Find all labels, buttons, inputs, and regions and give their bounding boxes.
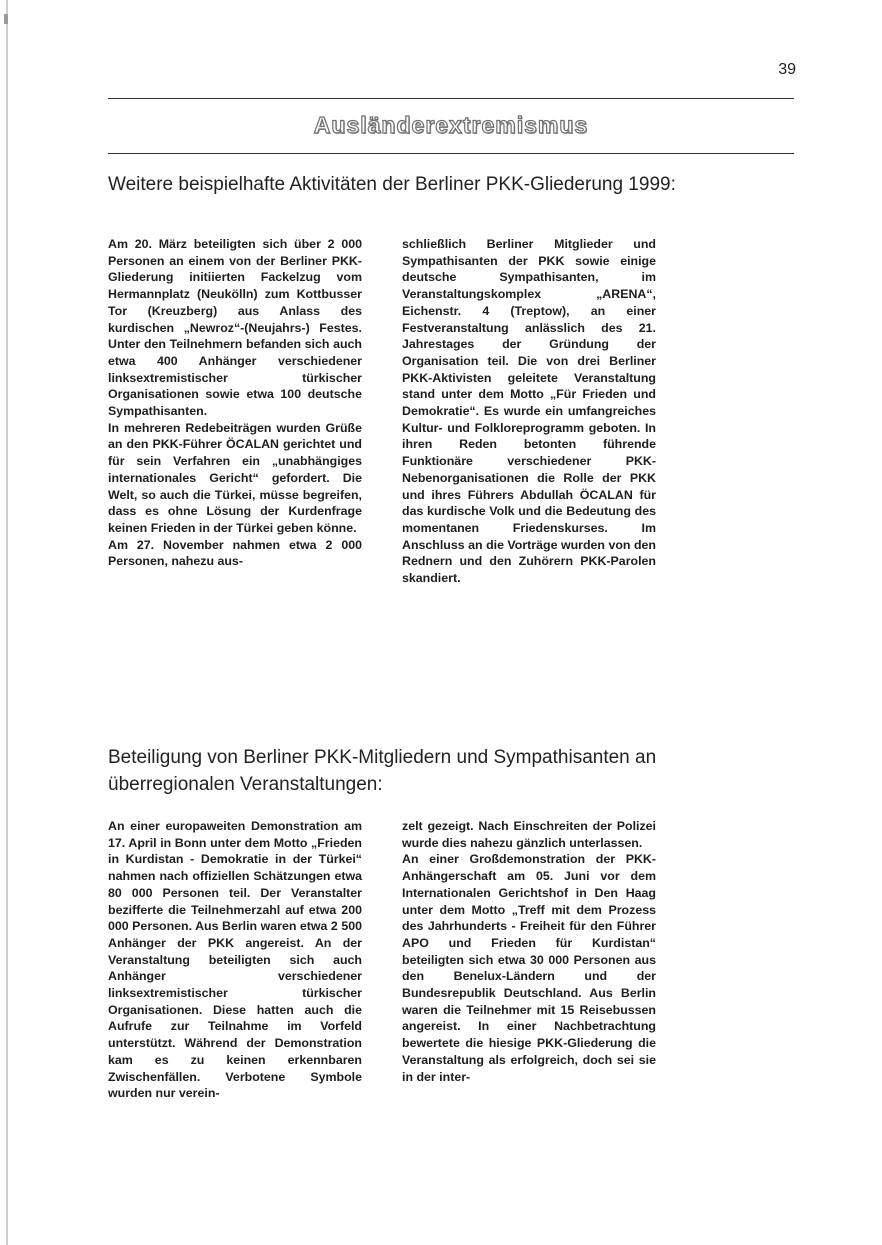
header-rule-top [108, 98, 794, 99]
paragraph: schließlich Berliner Mitglieder und Sympathisanten der PKK sowie einige deutsche Sympathisanten, im Veranstaltungskomplex „ARENA“, Eichenstr. 4 (Treptow), an einer Festveranstaltung anlässlich des 21. Jahrestages der Gründung der Organisation teil. Die von drei Berliner PKK-Aktivisten geleitete Veranstaltung stand unter dem Motto „Für Frieden und Demokratie“. Es wurde ein umfangreiches Kultur- und Folkloreprogramm geboten. In ihren Reden betonten führende Funktionäre verschiedener PKK-Nebenorganisationen die Rolle der PKK und ihres Führers Abdullah ÖCALAN für das kurdische Volk und die Bedeutung des momentanen Friedenskurses. Im Anschluss an die Vorträge wurden von den Rednern und den Zuhörern PKK-Parolen skandiert. [402, 237, 656, 586]
page-number: 39 [778, 61, 796, 78]
section-heading-berlin-activities: Weitere beispielhafte Aktivitäten der Berliner PKK-Gliederung 1999: [108, 174, 676, 195]
text-column-right-2 [402, 818, 656, 1085]
section-title: Ausländerextremismus [313, 112, 589, 138]
paragraph: In mehreren Redebeiträgen wurden Grüße an den PKK-Führer ÖCALAN gerichtet und für sein Verfahren ein „unabhängiges internationales Gericht“ gefordert. Die Welt, so auch die Türkei, müsse begreifen, dass es ohne Lösung der Kurdenfrage keinen Frieden in der Türkei geben könne. [108, 420, 362, 535]
text-column-right-1 [402, 236, 656, 587]
text-column-left-1 [108, 236, 362, 570]
header-rule-bottom [108, 153, 794, 154]
section-heading-supraregional-events: Beteiligung von Berliner PKK-Mitgliedern und Sympathisanten an überregionalen Veranstaltungen: [108, 747, 657, 795]
scan-mark [4, 14, 8, 24]
paragraph: An einer Großdemonstration der PKK-Anhängerschaft am 05. Juni vor dem Internationalen Gerichtshof in Den Haag unter dem Motto „Treff mit dem Prozess des Jahrhunderts - Freiheit für den Führer APO und Frieden für Kurdistan“ beteiligten sich etwa 30 000 Personen aus den Benelux-Ländern und der Bundesrepublik Deutschland. Aus Berlin waren die Teilnehmer mit 15 Reisebussen angereist. In einer Nachbetrachtung bewertete die hiesige PKK-Gliederung die Veranstaltung als erfolgreich, doch sei sie in der inter- [402, 852, 656, 1084]
paragraph: An einer europaweiten Demonstration am 17. April in Bonn unter dem Motto „Frieden in Kurdistan - Demokratie in der Türkei“ nahmen nach offiziellen Schätzungen etwa 80 000 Personen teil. Der Veranstalter bezifferte die Teilnehmerzahl auf etwa 200 000 Personen. Aus Berlin waren etwa 2 500 Anhänger der PKK angereist. An der Veranstaltung beteiligten sich auch Anhänger verschiedener linksextremistischer türkischer Organisationen. Diese hatten auch die Aufrufe zur Teilnahme im Vorfeld unterstützt. Während der Demonstration kam es zu keinen erkennbaren Zwischenfällen. Verbotene Symbole wurden nur verein- [108, 819, 362, 1101]
text-column-left-2 [108, 818, 362, 1102]
scan-edge [6, 0, 8, 1245]
paragraph: Am 27. November nahmen etwa 2 000 Personen, nahezu aus- [108, 537, 362, 569]
paragraph: zelt gezeigt. Nach Einschreiten der Polizei wurde dies nahezu gänzlich unterlassen. [402, 819, 656, 850]
paragraph: Am 20. März beteiligten sich über 2 000 Personen an einem von der Berliner PKK-Gliederung initiierten Fackelzug vom Hermannplatz (Neukölln) zum Kottbusser Tor (Kreuzberg) aus Anlass des kurdischen „Newroz“-(Neujahrs-) Festes. Unter den Teilnehmern befanden sich auch etwa 400 Anhänger verschiedener linksextremistischer türkischer Organisationen sowie etwa 100 deutsche Sympathisanten. [108, 237, 362, 419]
